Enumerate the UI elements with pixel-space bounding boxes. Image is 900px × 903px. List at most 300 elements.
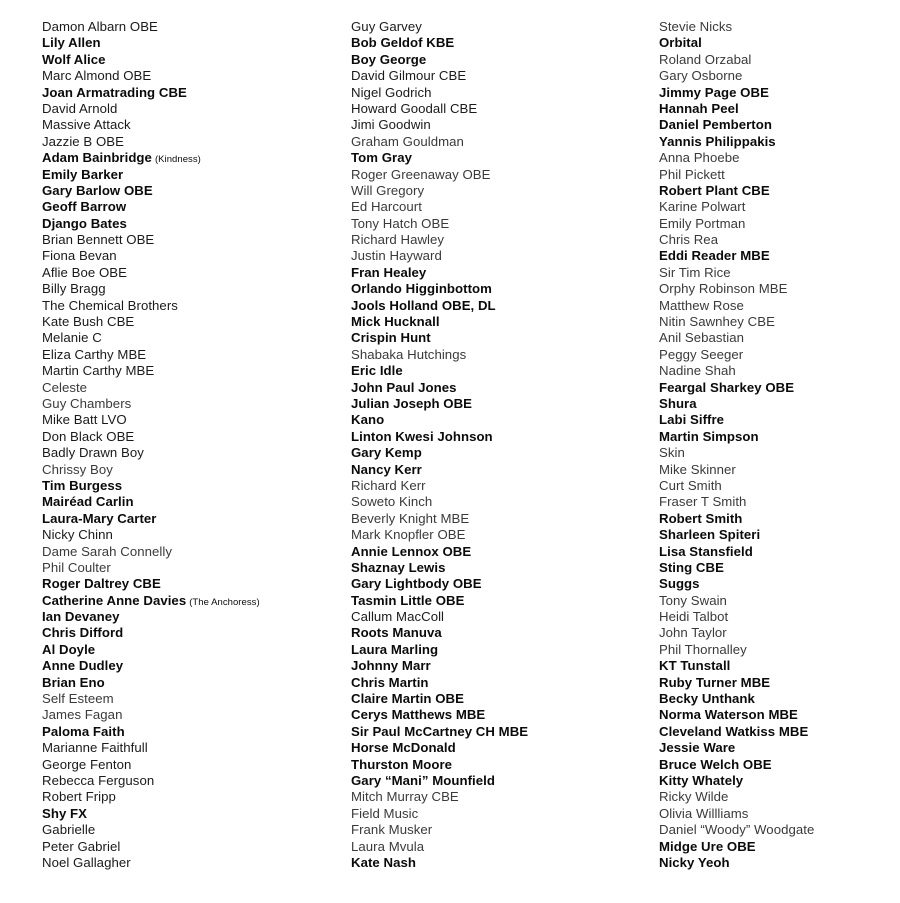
name-text: Laura Marling — [351, 641, 439, 657]
name-text: Sting CBE — [659, 559, 724, 575]
name-text: Thurston Moore — [351, 756, 453, 772]
name-text: Sharleen Spiteri — [659, 527, 761, 543]
name-entry — [659, 609, 900, 625]
name-text: Marc Almond OBE — [42, 68, 152, 84]
name-entry — [42, 691, 332, 707]
name-entry — [659, 855, 900, 871]
name-text: Phil Pickett — [659, 166, 725, 182]
name-text: Gary “Mani” Mounfield — [351, 772, 495, 788]
name-entry — [659, 675, 900, 691]
name-entry — [351, 248, 641, 264]
name-entry — [42, 527, 332, 543]
name-text: KT Tunstall — [659, 658, 731, 674]
name-text: Aflie Boe OBE — [42, 264, 127, 280]
name-entry — [659, 134, 900, 150]
name-text: Gary Lightbody OBE — [351, 576, 482, 592]
name-entry — [42, 576, 332, 592]
name-text: Roland Orzabal — [659, 51, 752, 67]
name-entry — [659, 560, 900, 576]
name-entry — [351, 380, 641, 396]
name-text: Rebecca Ferguson — [42, 772, 155, 788]
name-entry — [351, 789, 641, 805]
name-text: Midge Ure OBE — [659, 838, 756, 854]
name-entry — [659, 167, 900, 183]
name-text: Karine Polwart — [659, 199, 746, 215]
name-entry — [42, 478, 332, 494]
name-text: Jessie Ware — [659, 740, 736, 756]
name-text: Eddi Reader MBE — [659, 248, 770, 264]
name-entry — [351, 494, 641, 510]
name-text: Bruce Welch OBE — [659, 756, 772, 772]
name-entry — [42, 183, 332, 199]
name-text: Frank Musker — [351, 822, 433, 838]
name-entry — [42, 494, 332, 510]
name-entry — [42, 396, 332, 412]
name-text: Chrissy Boy — [42, 461, 113, 477]
name-entry — [42, 806, 332, 822]
name-text: Feargal Sharkey OBE — [659, 379, 795, 395]
name-text: David Arnold — [42, 100, 118, 116]
name-text: Anne Dudley — [42, 658, 124, 674]
name-entry — [42, 675, 332, 691]
name-text: Orphy Robinson MBE — [659, 281, 788, 297]
name-text: Badly Drawn Boy — [42, 445, 144, 461]
name-text: Lily Allen — [42, 35, 101, 51]
name-entry — [42, 281, 332, 297]
name-entry — [659, 232, 900, 248]
name-text: Jimi Goodwin — [351, 117, 431, 133]
name-text: Django Bates — [42, 215, 127, 231]
name-entry — [659, 691, 900, 707]
name-entry — [351, 511, 641, 527]
name-entry — [659, 757, 900, 773]
name-text: Dame Sarah Connelly — [42, 543, 172, 559]
name-text: Martin Simpson — [659, 428, 759, 444]
name-text: Chris Martin — [351, 674, 429, 690]
name-entry — [659, 363, 900, 379]
name-entry — [351, 462, 641, 478]
name-text: James Fagan — [42, 707, 123, 723]
name-entry — [351, 363, 641, 379]
name-text: Mick Hucknall — [351, 314, 440, 330]
name-entry — [659, 822, 900, 838]
name-text: Shy FX — [42, 805, 88, 821]
name-text: Paloma Faith — [42, 723, 125, 739]
name-entry — [351, 281, 641, 297]
name-text: George Fenton — [42, 756, 132, 772]
name-entry — [351, 265, 641, 281]
name-entry — [351, 330, 641, 346]
name-entry — [659, 35, 900, 51]
name-text: Heidi Talbot — [659, 609, 729, 625]
name-text: Gary Osborne — [659, 68, 743, 84]
name-text: Will Gregory — [351, 182, 425, 198]
name-entry — [351, 396, 641, 412]
name-column-1 — [42, 19, 332, 871]
name-entry — [659, 544, 900, 560]
name-entry — [42, 330, 332, 346]
name-entry — [42, 298, 332, 314]
name-text: Chris Difford — [42, 625, 124, 641]
name-text: Laura Mvula — [351, 838, 425, 854]
name-text: Lisa Stansfield — [659, 543, 753, 559]
name-text: The Chemical Brothers — [42, 297, 178, 313]
name-entry — [659, 330, 900, 346]
name-entry — [42, 380, 332, 396]
name-text: Yannis Philippakis — [659, 133, 776, 149]
name-entry — [42, 707, 332, 723]
name-note: (The Anchoress) — [189, 596, 260, 608]
name-text: Jimmy Page OBE — [659, 84, 769, 100]
name-entry — [351, 855, 641, 871]
name-entry — [659, 380, 900, 396]
name-text: Mark Knopfler OBE — [351, 527, 466, 543]
name-text: Marianne Faithfull — [42, 740, 148, 756]
name-entry — [351, 593, 641, 609]
name-text: Tim Burgess — [42, 477, 123, 493]
name-entry — [659, 593, 900, 609]
name-text: Shaznay Lewis — [351, 559, 446, 575]
name-entry — [351, 52, 641, 68]
name-text: Noel Gallagher — [42, 854, 131, 870]
name-text: Phil Thornalley — [659, 641, 747, 657]
name-entry — [659, 68, 900, 84]
name-entry — [351, 216, 641, 232]
name-text: Hannah Peel — [659, 100, 739, 116]
name-text: Ian Devaney — [42, 609, 120, 625]
name-entry — [351, 740, 641, 756]
name-text: Melanie C — [42, 330, 102, 346]
name-text: Roots Manuva — [351, 625, 442, 641]
name-text: Brian Bennett OBE — [42, 232, 155, 248]
name-text: Johnny Marr — [351, 658, 431, 674]
name-text: Eric Idle — [351, 363, 403, 379]
name-entry — [351, 527, 641, 543]
name-entry — [659, 298, 900, 314]
name-entry — [659, 773, 900, 789]
name-text: Phil Coulter — [42, 559, 111, 575]
name-text: Beverly Knight MBE — [351, 510, 470, 526]
name-text: Damon Albarn OBE — [42, 19, 158, 34]
name-entry — [659, 85, 900, 101]
name-entry — [659, 839, 900, 855]
name-text: Joan Armatrading CBE — [42, 84, 187, 100]
name-entry — [42, 101, 332, 117]
name-text: Soweto Kinch — [351, 494, 433, 510]
name-text: Becky Unthank — [659, 691, 755, 707]
name-text: Brian Eno — [42, 674, 105, 690]
name-text: Fran Healey — [351, 264, 427, 280]
name-text: Labi Siffre — [659, 412, 725, 428]
name-entry — [42, 412, 332, 428]
name-entry — [42, 167, 332, 183]
name-text: John Paul Jones — [351, 379, 457, 395]
name-entry — [351, 544, 641, 560]
name-text: Justin Hayward — [351, 248, 442, 264]
name-entry — [659, 658, 900, 674]
name-text: Robert Fripp — [42, 789, 116, 805]
name-text: Laura-Mary Carter — [42, 510, 157, 526]
name-entry — [351, 691, 641, 707]
name-entry — [659, 642, 900, 658]
name-entry — [42, 462, 332, 478]
name-entry — [659, 199, 900, 215]
name-text: Gary Barlow OBE — [42, 182, 153, 198]
name-entry — [659, 740, 900, 756]
name-entry — [659, 183, 900, 199]
name-entry — [42, 757, 332, 773]
name-text: Robert Plant CBE — [659, 182, 770, 198]
name-text: Mike Skinner — [659, 461, 736, 477]
name-text: Crispin Hunt — [351, 330, 431, 346]
name-text: Claire Martin OBE — [351, 691, 464, 707]
name-entry — [659, 478, 900, 494]
name-entry — [42, 199, 332, 215]
name-entry — [659, 789, 900, 805]
name-text: Anna Phoebe — [659, 150, 740, 166]
name-entry — [42, 544, 332, 560]
name-entry — [351, 757, 641, 773]
name-text: Annie Lennox OBE — [351, 543, 472, 559]
name-entry — [42, 363, 332, 379]
name-text: Tony Swain — [659, 592, 727, 608]
name-entry — [351, 347, 641, 363]
name-entry — [42, 724, 332, 740]
name-entry — [351, 101, 641, 117]
name-entry — [42, 85, 332, 101]
name-text: Emily Barker — [42, 166, 124, 182]
name-text: David Gilmour CBE — [351, 68, 467, 84]
name-entry — [351, 412, 641, 428]
name-text: Nadine Shah — [659, 363, 736, 379]
name-entry — [42, 839, 332, 855]
name-text: Curt Smith — [659, 477, 722, 493]
name-text: Kitty Whately — [659, 772, 744, 788]
name-text: Don Black OBE — [42, 428, 135, 444]
name-text: Shabaka Hutchings — [351, 346, 467, 362]
name-entry — [42, 52, 332, 68]
name-entry — [42, 429, 332, 445]
name-text: Fiona Bevan — [42, 248, 117, 264]
name-text: Orbital — [659, 35, 702, 51]
name-entry — [351, 429, 641, 445]
name-text: Daniel Pemberton — [659, 117, 772, 133]
name-text: Massive Attack — [42, 117, 131, 133]
name-text: Sir Paul McCartney CH MBE — [351, 723, 529, 739]
name-entry — [42, 445, 332, 461]
name-text: Chris Rea — [659, 232, 719, 248]
name-entry — [659, 265, 900, 281]
name-text: Nicky Yeoh — [659, 854, 730, 870]
name-entry — [659, 216, 900, 232]
name-text: Richard Hawley — [351, 232, 445, 248]
name-text: Horse McDonald — [351, 740, 456, 756]
name-entry — [351, 150, 641, 166]
name-text: Eliza Carthy MBE — [42, 346, 147, 362]
name-text: Richard Kerr — [351, 477, 426, 493]
name-entry — [351, 675, 641, 691]
name-entry — [351, 806, 641, 822]
name-text: Daniel “Woody” Woodgate — [659, 822, 815, 838]
name-text: Guy Garvey — [351, 19, 422, 34]
name-entry — [42, 314, 332, 330]
name-entry — [42, 773, 332, 789]
name-entry — [351, 117, 641, 133]
name-entry — [351, 183, 641, 199]
name-entry — [42, 822, 332, 838]
name-text: Matthew Rose — [659, 297, 744, 313]
name-entry — [351, 625, 641, 641]
name-text: Tom Gray — [351, 150, 412, 166]
name-entry — [659, 347, 900, 363]
name-entry — [659, 576, 900, 592]
name-text: Al Doyle — [42, 641, 96, 657]
name-entry — [659, 117, 900, 133]
name-entry — [42, 35, 332, 51]
name-entry — [42, 511, 332, 527]
name-column-3 — [659, 19, 900, 871]
name-text: Norma Waterson MBE — [659, 707, 798, 723]
name-entry — [351, 298, 641, 314]
name-text: Ricky Wilde — [659, 789, 729, 805]
name-text: Wolf Alice — [42, 51, 106, 67]
name-text: Catherine Anne Davies — [42, 592, 187, 608]
name-text: Guy Chambers — [42, 395, 132, 411]
name-entry — [42, 134, 332, 150]
name-entry — [351, 445, 641, 461]
name-entry — [42, 855, 332, 871]
name-entry — [42, 19, 332, 35]
name-text: Mitch Murray CBE — [351, 789, 459, 805]
name-text: Boy George — [351, 51, 427, 67]
name-text: Nigel Godrich — [351, 84, 432, 100]
name-text: Shura — [659, 395, 697, 411]
name-entry — [42, 216, 332, 232]
name-text: John Taylor — [659, 625, 727, 641]
name-entry — [659, 396, 900, 412]
name-text: Kano — [351, 412, 385, 428]
name-entry — [351, 35, 641, 51]
name-text: Skin — [659, 445, 685, 461]
name-text: Billy Bragg — [42, 281, 106, 297]
name-entry — [42, 740, 332, 756]
name-text: Callum MacColl — [351, 609, 445, 625]
name-text: Mairéad Carlin — [42, 494, 134, 510]
name-text: Ed Harcourt — [351, 199, 422, 215]
name-column-2 — [351, 19, 641, 871]
name-text: Gabrielle — [42, 822, 96, 838]
name-text: Kate Nash — [351, 854, 416, 870]
name-text: Nitin Sawnhey CBE — [659, 314, 775, 330]
name-text: Cerys Matthews MBE — [351, 707, 486, 723]
name-entry — [42, 625, 332, 641]
name-text: Adam Bainbridge — [42, 150, 152, 166]
name-text: Cleveland Watkiss MBE — [659, 723, 809, 739]
name-text: Olivia Willliams — [659, 805, 749, 821]
name-text: Ruby Turner MBE — [659, 674, 771, 690]
name-entry — [42, 789, 332, 805]
name-text: Kate Bush CBE — [42, 314, 135, 330]
name-entry — [42, 642, 332, 658]
name-entry — [351, 576, 641, 592]
name-entry — [351, 478, 641, 494]
name-text: Bob Geldof KBE — [351, 35, 455, 51]
name-entry — [351, 609, 641, 625]
name-entry — [659, 150, 900, 166]
name-entry — [659, 248, 900, 264]
name-entry — [351, 822, 641, 838]
name-entry — [659, 625, 900, 641]
name-entry — [351, 232, 641, 248]
name-entry — [659, 724, 900, 740]
name-text: Roger Greenaway OBE — [351, 166, 491, 182]
name-entry — [42, 347, 332, 363]
name-text: Jools Holland OBE, DL — [351, 297, 496, 313]
name-entry — [659, 52, 900, 68]
name-entry — [42, 658, 332, 674]
name-entry — [659, 527, 900, 543]
name-text: Celeste — [42, 379, 88, 395]
name-text: Orlando Higginbottom — [351, 281, 492, 297]
name-text: Sir Tim Rice — [659, 264, 731, 280]
name-entry — [42, 248, 332, 264]
name-entry — [659, 511, 900, 527]
name-entry — [351, 199, 641, 215]
name-entry — [351, 68, 641, 84]
name-entry — [659, 806, 900, 822]
name-entry — [659, 462, 900, 478]
name-text: Field Music — [351, 805, 419, 821]
name-text: Julian Joseph OBE — [351, 395, 473, 411]
name-entry — [42, 265, 332, 281]
name-entry — [42, 593, 332, 609]
name-entry — [42, 117, 332, 133]
name-entry — [351, 560, 641, 576]
name-entry — [351, 19, 641, 35]
name-text: Stevie Nicks — [659, 19, 733, 34]
name-text: Self Esteem — [42, 691, 114, 707]
name-entry — [659, 707, 900, 723]
name-entry — [659, 429, 900, 445]
name-entry — [42, 232, 332, 248]
name-entry — [659, 445, 900, 461]
name-text: Tony Hatch OBE — [351, 215, 450, 231]
name-entry — [42, 560, 332, 576]
name-text: Fraser T Smith — [659, 494, 747, 510]
name-entry — [351, 85, 641, 101]
name-text: Suggs — [659, 576, 700, 592]
name-entry — [351, 724, 641, 740]
name-text: Emily Portman — [659, 215, 746, 231]
name-text: Nicky Chinn — [42, 527, 113, 543]
name-text: Anil Sebastian — [659, 330, 745, 346]
name-entry — [659, 19, 900, 35]
name-text: Robert Smith — [659, 510, 743, 526]
name-entry — [659, 314, 900, 330]
name-text: Peter Gabriel — [42, 838, 121, 854]
name-entry — [42, 609, 332, 625]
name-text: Gary Kemp — [351, 445, 422, 461]
name-text: Mike Batt LVO — [42, 412, 127, 428]
name-entry — [351, 658, 641, 674]
name-text: Linton Kwesi Johnson — [351, 428, 493, 444]
name-text: Nancy Kerr — [351, 461, 422, 477]
name-entry — [42, 150, 332, 166]
name-entry — [351, 642, 641, 658]
name-text: Roger Daltrey CBE — [42, 576, 161, 592]
name-entry — [659, 494, 900, 510]
name-text: Tasmin Little OBE — [351, 592, 465, 608]
